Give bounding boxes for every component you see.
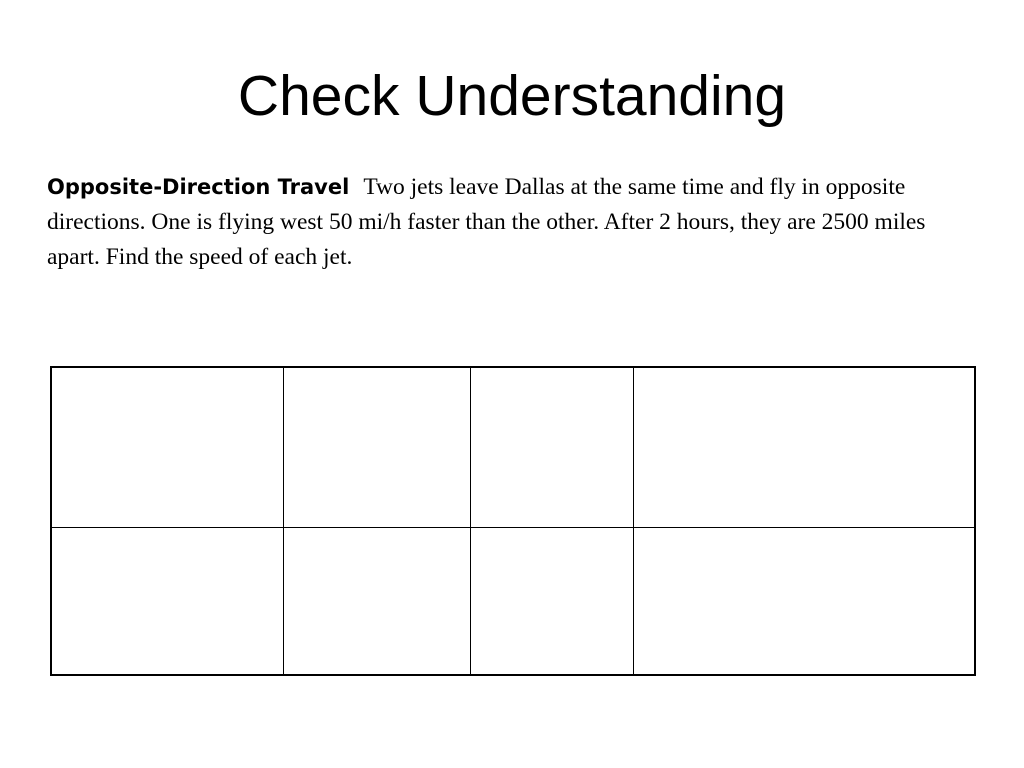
table-cell [283, 527, 470, 675]
table-row [51, 527, 975, 675]
blank-table [50, 366, 976, 676]
problem-statement [47, 170, 982, 275]
problem-heading: Opposite-Direction Travel [47, 175, 350, 199]
table-cell [633, 367, 975, 527]
problem-text: Two jets leave Dallas at the same time and fly in opposite directions. One is flying west 50 mi/h faster than the other. After 2 hours, they are 2500 miles apart. Find the speed of each jet. [47, 174, 926, 270]
table-cell [470, 367, 633, 527]
table-row [51, 367, 975, 527]
table-cell [633, 527, 975, 675]
table-cell [51, 527, 283, 675]
table-cell [470, 527, 633, 675]
table-cell [51, 367, 283, 527]
slide-title: Check Understanding [237, 64, 787, 128]
table-cell [283, 367, 470, 527]
